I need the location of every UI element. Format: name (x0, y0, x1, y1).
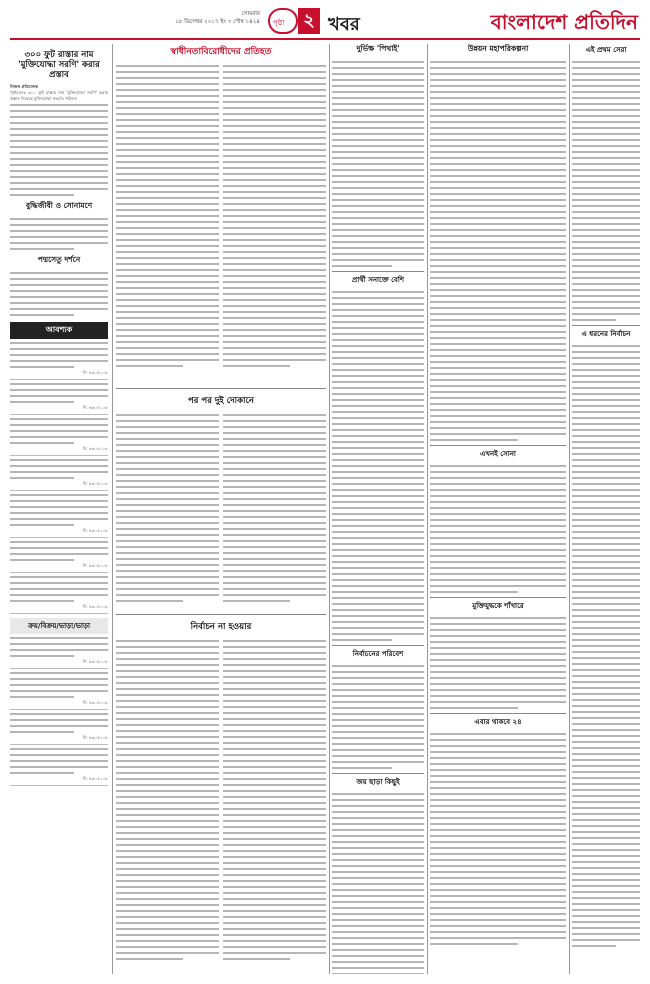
article-body (10, 102, 108, 198)
subhead-such-election: এ ধরনের নির্বাচন (581, 330, 631, 338)
classified-ad (10, 415, 108, 456)
column-left (10, 44, 108, 974)
article-body (430, 731, 566, 947)
column-center (332, 44, 424, 974)
column-divider (569, 44, 570, 974)
lead-text: পূর্বাচলের ৩০০ ফুট রাস্তার নাম 'মুক্তিযোদ্ধা সরণি' করার প্রস্তাব দিয়েছে মুক্তিযোদ্ধা সংহতি পরিষদ। (10, 90, 108, 102)
headline-first-best: এই প্রথম সেরা (585, 46, 627, 54)
article-body (116, 412, 326, 604)
classified-ad (10, 745, 108, 786)
ad-code: দি: ৪৩০৪১০৮ (82, 528, 108, 534)
subhead-24: এবার থাকবে ২৪ (474, 718, 522, 726)
issue-date (50, 10, 260, 26)
masthead (0, 0, 650, 40)
story-shops (116, 392, 326, 612)
subhead-victory: জয় ছাড়া কিছুই (356, 778, 400, 786)
headline-shops: পর পর দুই দোকানে (188, 396, 254, 406)
column-center-right (430, 44, 566, 974)
article-body (332, 289, 424, 643)
article-body (430, 59, 566, 443)
ad-code: দি: ৪৩০৪১০৮ (82, 481, 108, 487)
article-body (10, 216, 108, 252)
section-divider (332, 645, 424, 646)
article-body (430, 615, 566, 711)
ad-code: দি: ৪৩০৪১০৮ (82, 776, 108, 782)
subhead-intellectuals: বুদ্ধিজীবী ও সোনামণে (25, 201, 93, 211)
section-title: খবর (328, 14, 360, 35)
section-divider (116, 388, 326, 389)
article-body (430, 463, 566, 595)
classified-ad (10, 710, 108, 745)
column-divider (112, 44, 113, 974)
page-number: ২ (298, 8, 320, 34)
ad-code: দি: ৪৩০৪১০৮ (82, 659, 108, 665)
date-line: ১৮ ডিসেম্বর ২০১৭ ইং ৩ পৌষ ১৪২৪ (175, 19, 260, 25)
section-divider (332, 773, 424, 774)
weekday: সোমবার (241, 11, 260, 17)
ad-code: দি: ৪৩০৪১০৮ (82, 370, 108, 376)
article-body (10, 270, 108, 318)
column-right (572, 44, 640, 974)
classified-ad (10, 339, 108, 380)
article-body (116, 638, 326, 962)
classified-ad (10, 491, 108, 538)
headline-anti-liberation: স্বাধীনতাবিরোধীদের প্রতিহত (170, 47, 272, 57)
ad-code: দি: ৪৩০৪১০৮ (82, 700, 108, 706)
article-body (332, 59, 424, 269)
article-body (572, 59, 640, 323)
headline-road-name: ৩০০ ফুট রাস্তার নাম 'মুক্তিযোদ্ধা সরণি' করার প্রস্তাব (18, 50, 100, 80)
subhead-padma: পদ্মসেতু দর্শনে (37, 255, 81, 265)
column-divider (427, 44, 428, 974)
subhead-gold: এখনই সোনা (480, 450, 516, 458)
ad-code: দি: ৪৩০৪১০৮ (82, 604, 108, 610)
article-body (332, 663, 424, 771)
headline-masterplan: উন্নয়ন মহাপরিকল্পনা (467, 44, 529, 53)
classified-ad (10, 573, 108, 614)
classified-ad (10, 538, 108, 573)
byline: নিজস্ব প্রতিবেদক (10, 84, 39, 89)
section-divider (332, 271, 424, 272)
ad-code: দি: ৪৩০৪১০৮ (82, 446, 108, 452)
section-divider (430, 597, 566, 598)
newspaper-logo: বাংলাদেশ প্রতিদিন (490, 10, 638, 34)
page-prefix: পৃষ্ঠা (273, 19, 285, 27)
section-divider (116, 614, 326, 615)
ad-code: দি: ৪৩০৪১০৮ (82, 405, 108, 411)
headline-famine: দুর্ভিক্ষ 'পিথাই' (356, 44, 400, 53)
classified-ad (10, 634, 108, 669)
section-divider (430, 713, 566, 714)
headline-no-election: নির্বাচন না হওয়ার (190, 622, 252, 632)
subhead-election-env: নির্বাচনের পরিবেশ (352, 650, 404, 658)
ad-code: দি: ৪৩০৪১০৮ (82, 735, 108, 741)
section-divider (430, 445, 566, 446)
classified-ad (10, 456, 108, 491)
classified-ad (10, 380, 108, 415)
article-body (332, 791, 424, 974)
page-badge (268, 8, 298, 34)
classified-header: আবশ্যক (10, 322, 108, 339)
article-body (572, 343, 640, 949)
ad-code: দি: ৪৩০৪১০৮ (82, 563, 108, 569)
column-center-left (116, 44, 326, 386)
column-divider (329, 44, 330, 974)
subhead-candidates: প্রার্থী সনাক্তে বেশি (352, 276, 404, 284)
section-divider (572, 325, 640, 326)
masthead-rule (10, 38, 640, 40)
subhead-liberation-war: মুক্তিযুদ্ধকে শাঁখারে (472, 602, 524, 610)
story-election-bottom (116, 618, 326, 974)
article-body (116, 63, 326, 369)
buy-sell-header: ক্রয়/বিক্রয়/ভাড়া/ভাড়া (10, 618, 108, 634)
classified-ad (10, 669, 108, 710)
